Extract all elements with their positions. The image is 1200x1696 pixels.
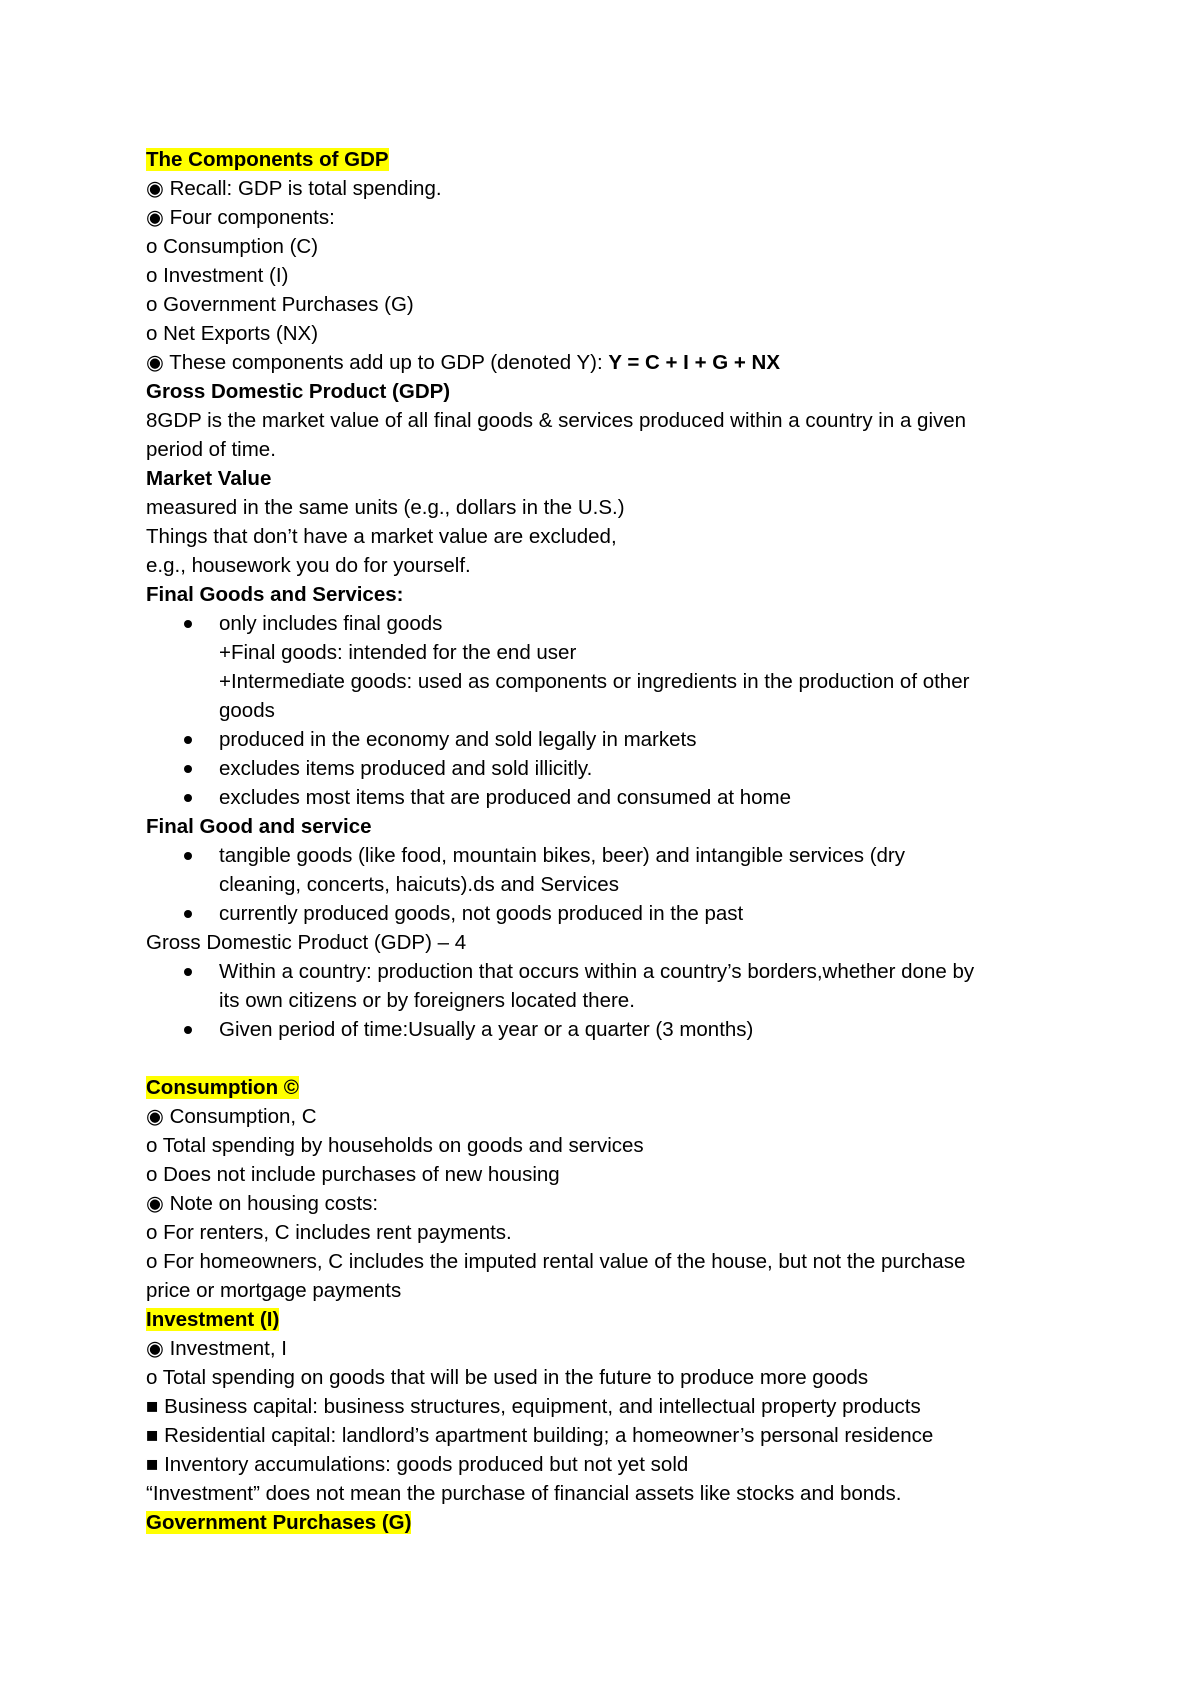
text-line: Things that don’t have a market value are excluded, (146, 525, 617, 548)
list-item: o Investment (I) (146, 264, 289, 287)
text-line: ◉ Note on housing costs: (146, 1192, 379, 1215)
bullet-icon (184, 968, 192, 976)
bullet-icon (184, 910, 192, 918)
text-line: “Investment” does not mean the purchase of financial assets like stocks and bonds. (146, 1482, 902, 1505)
section-heading-gdp: Gross Domestic Product (GDP) (146, 380, 451, 403)
list-item: excludes items produced and sold illicitly. (219, 757, 593, 780)
section-heading-gdp-4: Gross Domestic Product (GDP) – 4 (146, 931, 467, 954)
text-line: measured in the same units (e.g., dollars in the U.S.) (146, 496, 625, 519)
section-heading-components (146, 145, 389, 174)
list-item: Within a country: production that occurs within a country’s borders,whether done by (219, 960, 975, 983)
text-line: +Intermediate goods: used as components or ingredients in the production of other (219, 670, 970, 693)
text-line: goods (219, 699, 275, 722)
section-heading-investment (146, 1305, 279, 1334)
list-item: o Consumption (C) (146, 235, 319, 258)
highlighted-heading: The Components of GDP (146, 148, 389, 171)
section-heading-final-good-service: Final Good and service (146, 815, 372, 838)
text-line: ◉ Four components: (146, 206, 335, 229)
text-line: +Final goods: intended for the end user (219, 641, 577, 664)
list-item: excludes most items that are produced and consumed at home (219, 786, 792, 809)
sum-text: ◉ These components add up to GDP (denoted Y): (146, 351, 609, 374)
text-line: e.g., housework you do for yourself. (146, 554, 471, 577)
text-line: o For homeowners, C includes the imputed rental value of the house, but not the purchase (146, 1250, 966, 1273)
text-line: period of time. (146, 438, 276, 461)
section-heading-final-goods: Final Goods and Services: (146, 583, 404, 606)
text-line: o Does not include purchases of new housing (146, 1163, 560, 1186)
text-line: ■ Inventory accumulations: goods produced but not yet sold (146, 1453, 689, 1476)
text-line: o Total spending by households on goods and services (146, 1134, 644, 1157)
text-line: ■ Residential capital: landlord’s apartment building; a homeowner’s personal residence (146, 1424, 934, 1447)
list-item: currently produced goods, not goods produced in the past (219, 902, 744, 925)
text-line: o Total spending on goods that will be used in the future to produce more goods (146, 1366, 869, 1389)
text-line: ◉ Recall: GDP is total spending. (146, 177, 442, 200)
highlighted-heading: Consumption © (146, 1076, 299, 1099)
text-line: price or mortgage payments (146, 1279, 402, 1302)
text-line: ◉ Investment, I (146, 1337, 287, 1360)
text-line: its own citizens or by foreigners located there. (219, 989, 635, 1012)
text-line: o For renters, C includes rent payments. (146, 1221, 512, 1244)
section-heading-consumption (146, 1073, 299, 1102)
bullet-icon (184, 1026, 192, 1034)
bullet-icon (184, 765, 192, 773)
section-heading-market-value: Market Value (146, 467, 272, 490)
text-line: ■ Business capital: business structures, equipment, and intellectual property products (146, 1395, 921, 1418)
text-line: cleaning, concerts, haicuts).ds and Services (219, 873, 619, 896)
list-item: o Government Purchases (G) (146, 293, 414, 316)
text-line: 8GDP is the market value of all final goods & services produced within a country in a given (146, 409, 967, 432)
highlighted-heading: Government Purchases (G) (146, 1511, 412, 1534)
list-item: produced in the economy and sold legally in markets (219, 728, 697, 751)
bullet-icon (184, 852, 192, 860)
bullet-icon (184, 794, 192, 802)
bullet-icon (184, 620, 192, 628)
text-line: ◉ Consumption, C (146, 1105, 317, 1128)
gdp-equation: Y = C + I + G + NX (608, 351, 781, 374)
bullet-icon (184, 736, 192, 744)
section-heading-government (146, 1508, 411, 1537)
list-item: tangible goods (like food, mountain bikes, beer) and intangible services (dry (219, 844, 905, 867)
list-item: only includes final goods (219, 612, 443, 635)
list-item: Given period of time:Usually a year or a quarter (3 months) (219, 1018, 754, 1041)
text-line (146, 348, 780, 377)
highlighted-heading: Investment (I) (146, 1308, 280, 1331)
list-item: o Net Exports (NX) (146, 322, 319, 345)
